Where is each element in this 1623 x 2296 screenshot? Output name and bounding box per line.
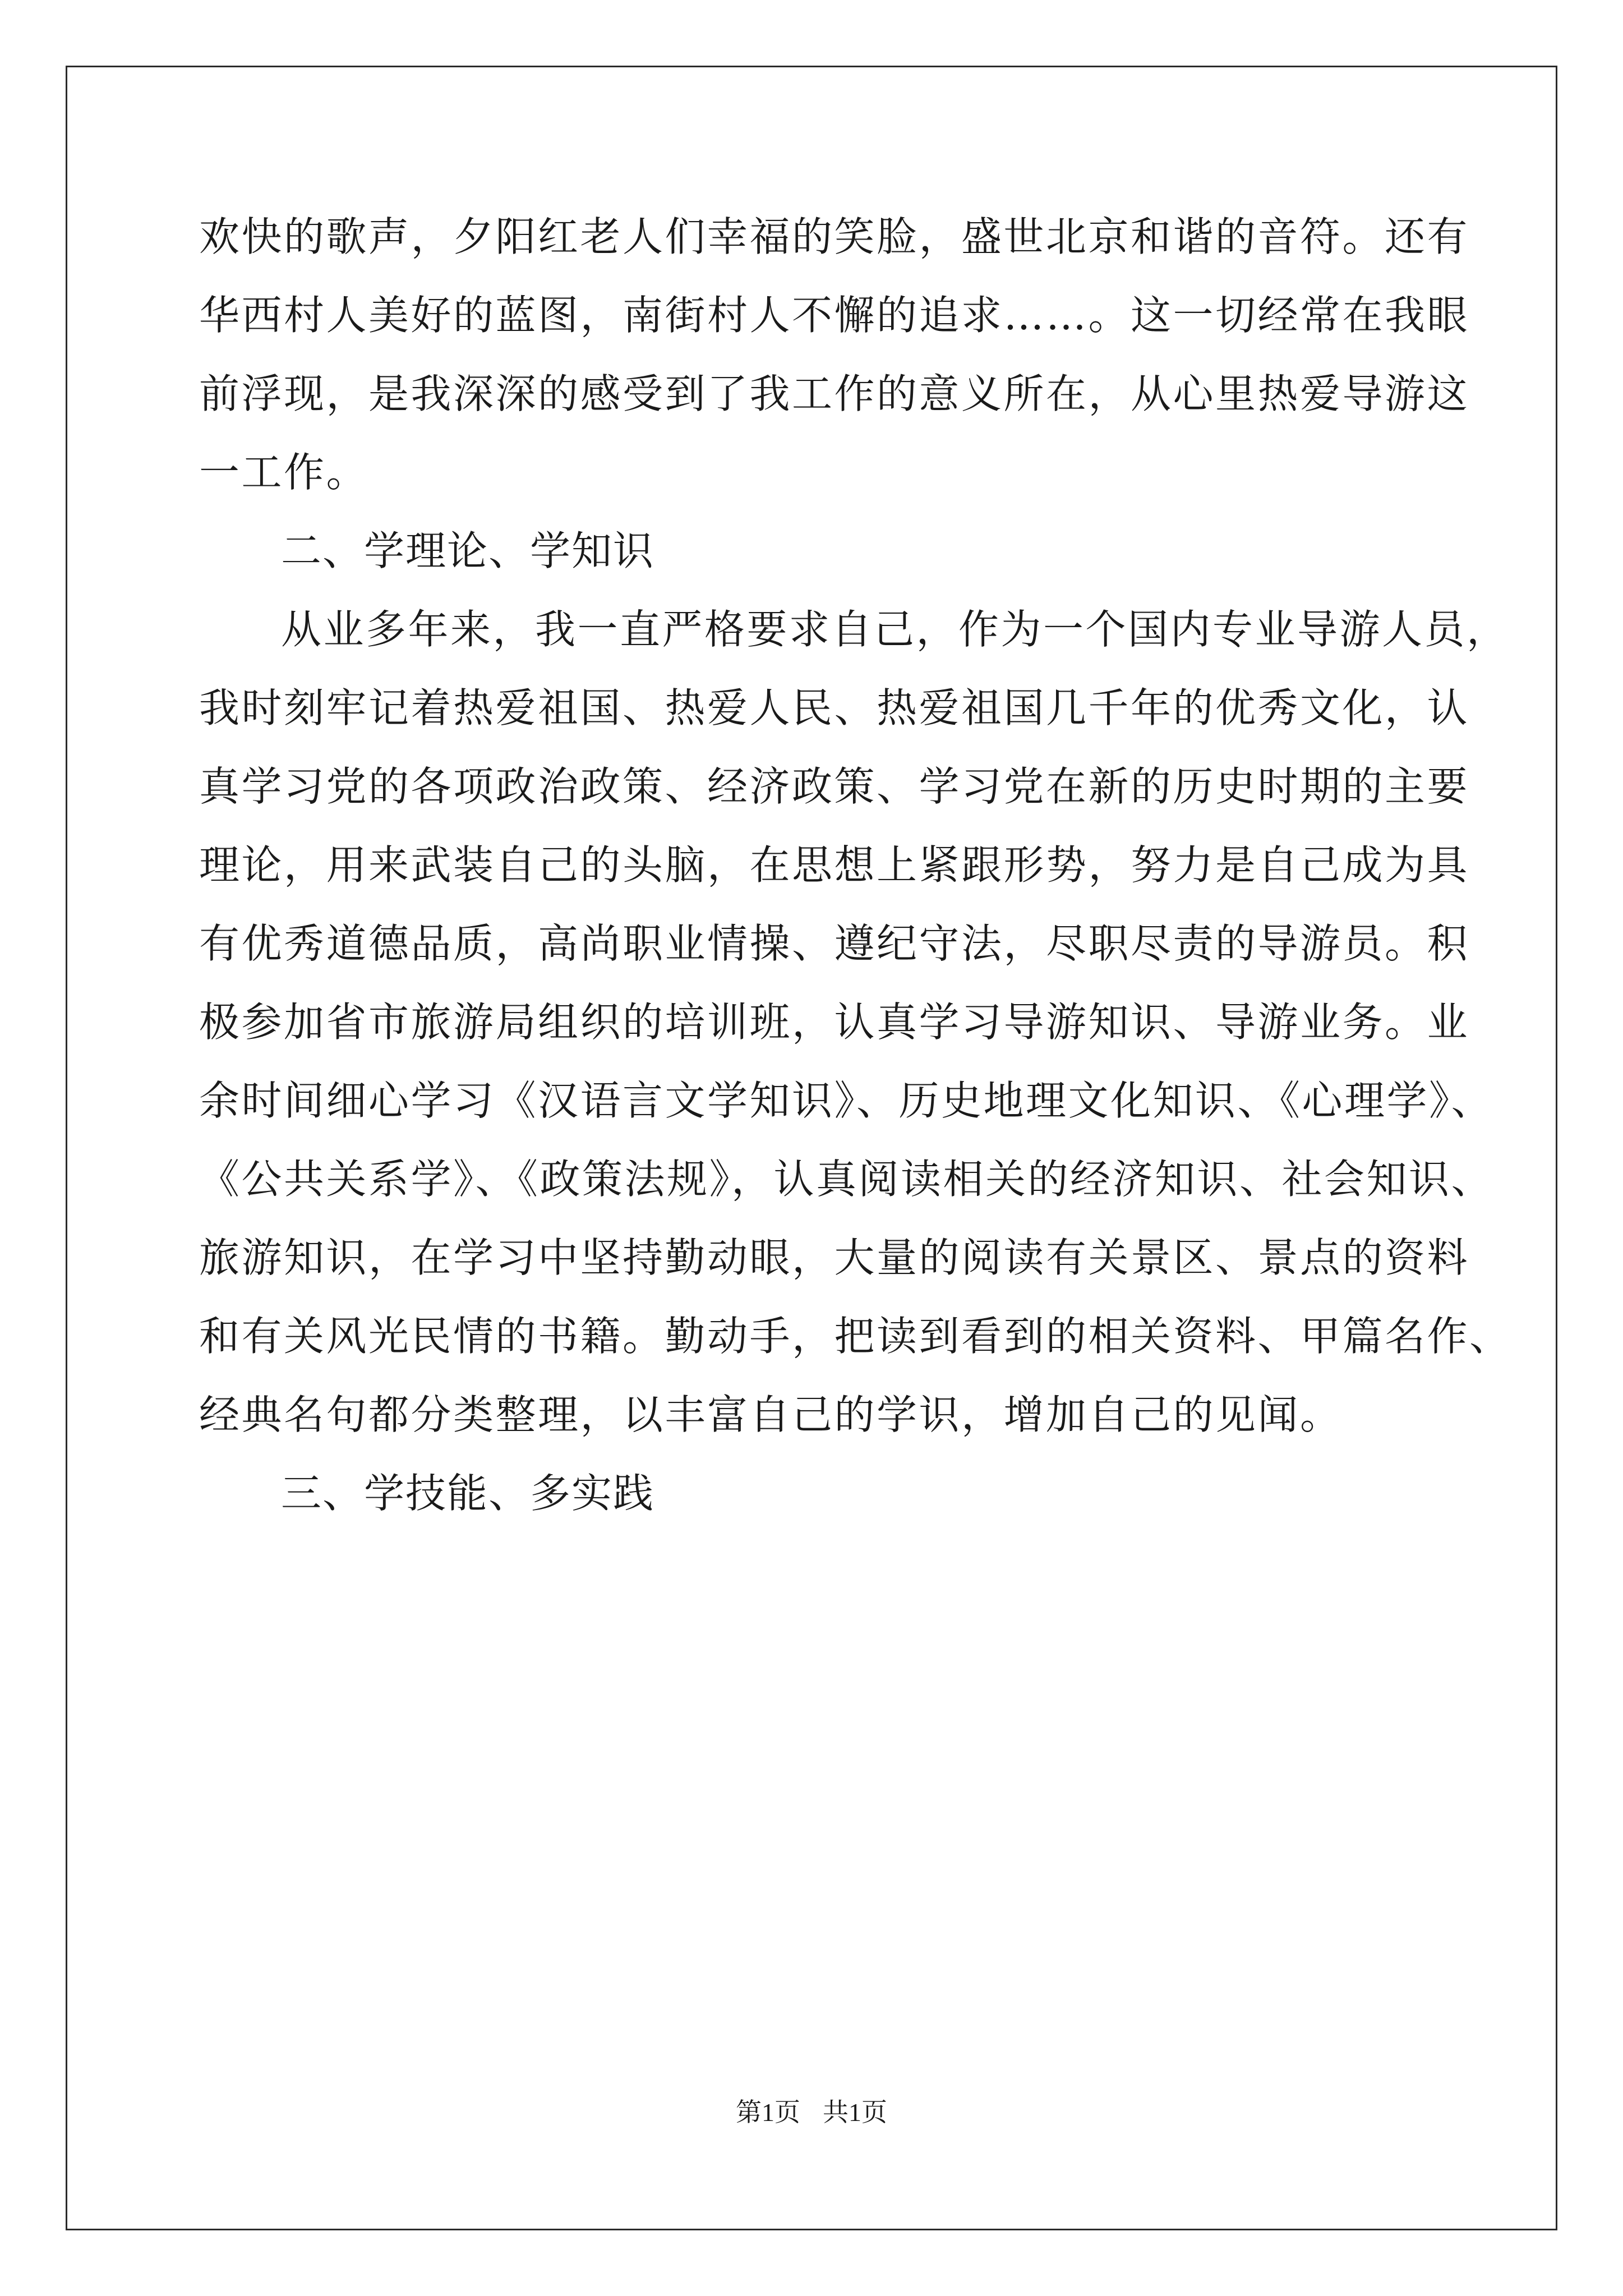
text-line: 理论，用来武装自己的头脑，在思想上紧跟形势，努力是自己成为具 <box>199 841 1470 889</box>
text-line: 一工作。 <box>199 449 369 496</box>
text-line: 华西村人美好的蓝图，南街村人不懈的追求……。这一切经常在我眼 <box>199 292 1470 339</box>
text-line: 有优秀道德品质，高尚职业情操、遵纪守法，尽职尽责的导游员。积 <box>199 920 1470 967</box>
text-line: 真学习党的各项政治政策、经济政策、学习党在新的历史时期的主要 <box>199 763 1470 810</box>
text-line: 旅游知识，在学习中坚持勤动眼，大量的阅读有关景区、景点的资料 <box>199 1234 1470 1281</box>
page-number: 第1页 <box>736 2098 800 2127</box>
page-footer <box>0 2096 1623 2129</box>
text-line: 从业多年来，我一直严格要求自己，作为一个国内专业导游人员， <box>281 606 1509 653</box>
text-line: 经典名句都分类整理，以丰富自己的学识，增加自己的见闻。 <box>199 1391 1343 1438</box>
text-line: 《公共关系学》、《政策法规》，认真阅读相关的经济知识、社会知识、 <box>199 1156 1494 1203</box>
text-line: 欢快的歌声，夕阳红老人们幸福的笑脸，盛世北京和谐的音符。还有 <box>199 213 1470 260</box>
section-heading: 三、学技能、多实践 <box>281 1470 655 1517</box>
section-heading: 二、学理论、学知识 <box>281 527 655 574</box>
text-line: 和有关风光民情的书籍。勤动手，把读到看到的相关资料、甲篇名作、 <box>199 1313 1512 1360</box>
text-line: 极参加省市旅游局组织的培训班，认真学习导游知识、导游业务。业 <box>199 999 1470 1046</box>
page-total: 共1页 <box>823 2098 887 2127</box>
text-line: 前浮现，是我深深的感受到了我工作的意义所在，从心里热爱导游这 <box>199 370 1470 417</box>
text-line: 余时间细心学习《汉语言文学知识》、历史地理文化知识、《心理学》、 <box>199 1077 1494 1124</box>
text-line: 我时刻牢记着热爱祖国、热爱人民、热爱祖国几千年的优秀文化，认 <box>199 684 1470 731</box>
